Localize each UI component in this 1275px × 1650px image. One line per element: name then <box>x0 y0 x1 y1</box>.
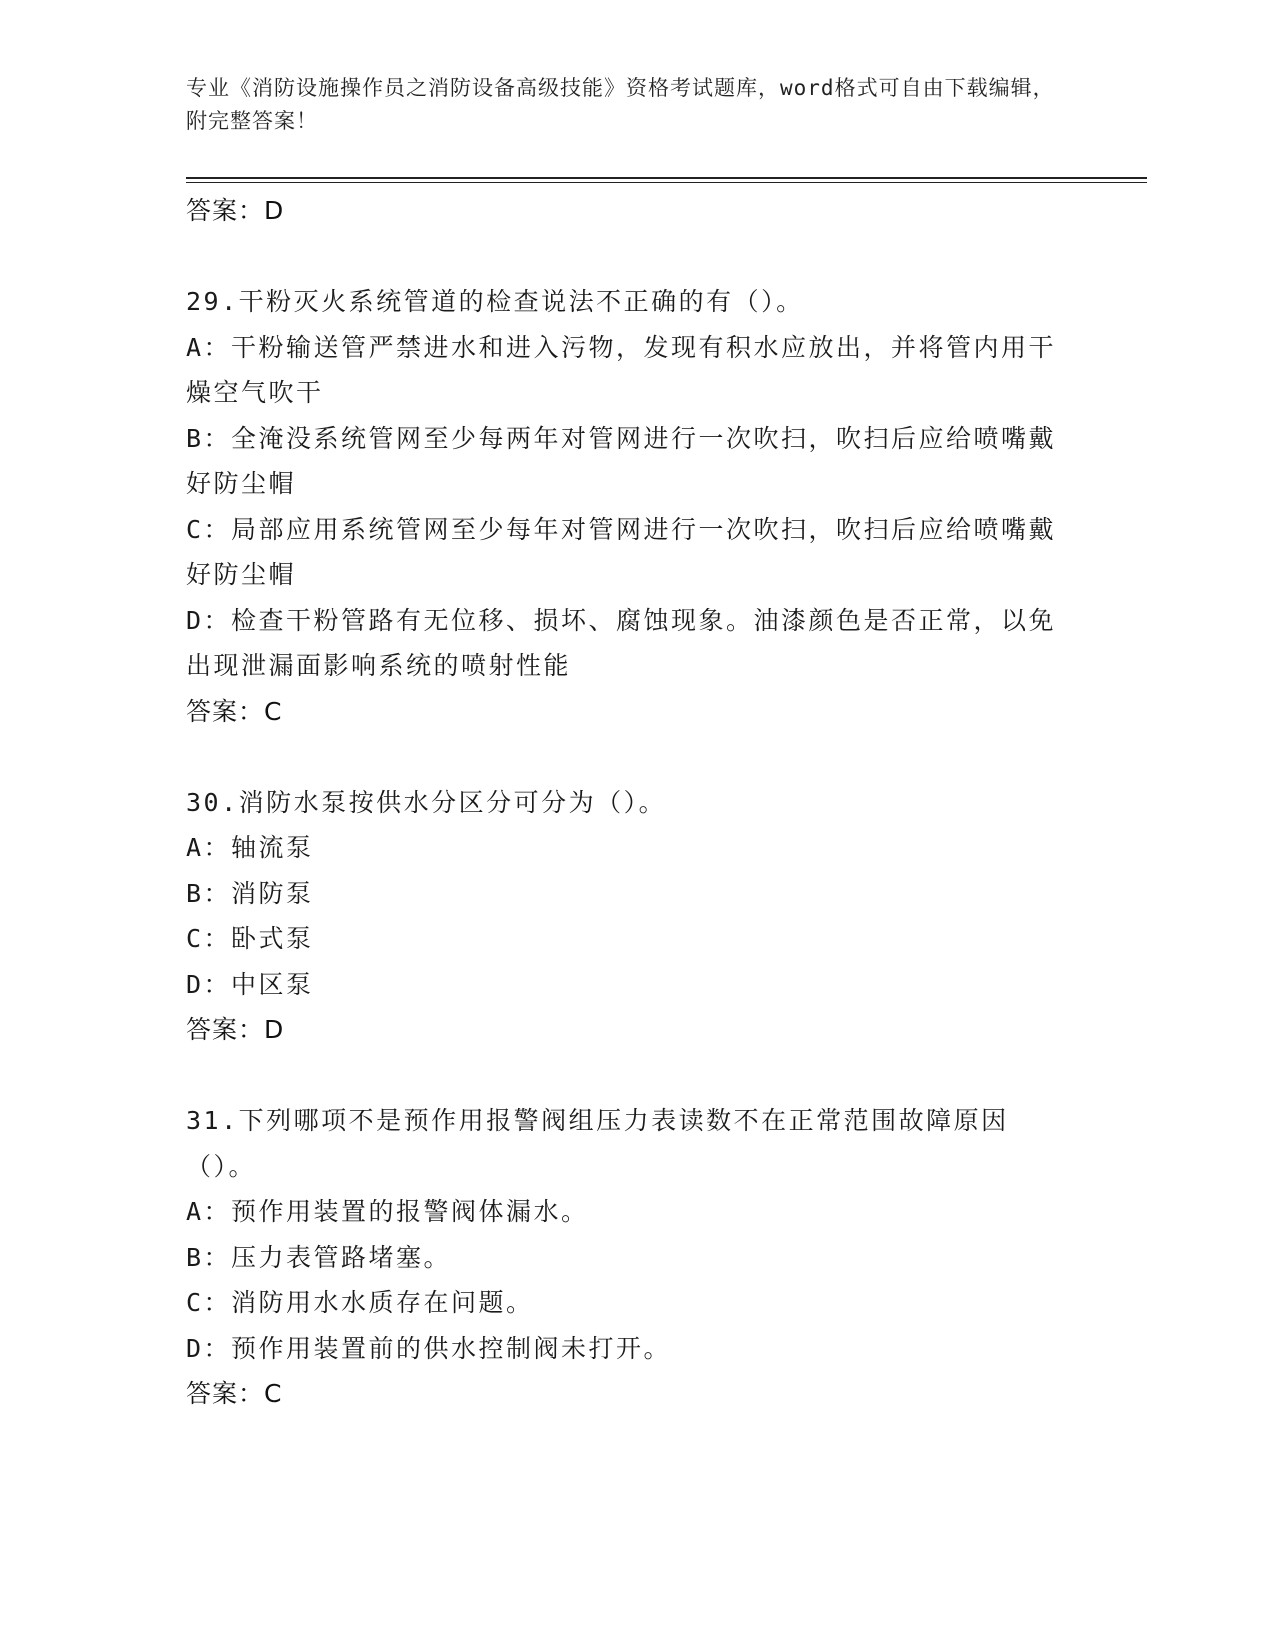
question-31 <box>186 1098 1066 1417</box>
option-c: C：消防用水水质存在问题。 <box>186 1288 534 1317</box>
question-30 <box>186 780 1066 1053</box>
spacer <box>186 234 1066 280</box>
option-c: C：局部应用系统管网至少每年对管网进行一次吹扫，吹扫后应给喷嘴戴好防尘帽 <box>186 514 1057 589</box>
option-d: D：检查干粉管路有无位移、损坏、腐蚀现象。油漆颜色是否正常，以免出现泄漏面影响系统的喷射性能 <box>186 605 1057 680</box>
document-header: 专业《消防设施操作员之消防设备高级技能》资格考试题库，word格式可自由下载编辑，附完整答案！ <box>186 76 1055 133</box>
answer-label: 答案：C <box>186 1379 283 1408</box>
option-a: A：干粉输送管严禁进水和进入污物，发现有积水应放出，并将管内用干燥空气吹干 <box>186 332 1057 407</box>
option-c: C：卧式泵 <box>186 924 314 953</box>
answer-label: 答案：D <box>186 196 285 225</box>
option-b: B：全淹没系统管网至少每两年对管网进行一次吹扫，吹扫后应给喷嘴戴好防尘帽 <box>186 423 1057 498</box>
option-a: A：预作用装置的报警阀体漏水。 <box>186 1197 589 1226</box>
spacer <box>186 734 1066 780</box>
answer-label: 答案：D <box>186 1015 285 1044</box>
spacer <box>186 1053 1066 1099</box>
option-d: D：中区泵 <box>186 969 314 999</box>
option-d: D：预作用装置前的供水控制阀未打开。 <box>186 1333 672 1363</box>
option-b: B：消防泵 <box>186 878 314 908</box>
answer-label: 答案：C <box>186 696 283 726</box>
question-stem: 29.干粉灭火系统管道的检查说法不正确的有（）。 <box>186 287 804 316</box>
header-rule-thin <box>186 182 1147 183</box>
option-a: A：轴流泵 <box>186 833 314 862</box>
question-stem: 30.消防水泵按供水分区分可分为（）。 <box>186 787 667 817</box>
question-stem: 31.下列哪项不是预作用报警阀组压力表读数不在正常范围故障原因（）。 <box>186 1106 1009 1181</box>
header-rule-thick <box>186 177 1147 179</box>
document-body <box>186 188 1066 1417</box>
option-b: B：压力表管路堵塞。 <box>186 1242 452 1272</box>
question-29 <box>186 279 1066 734</box>
